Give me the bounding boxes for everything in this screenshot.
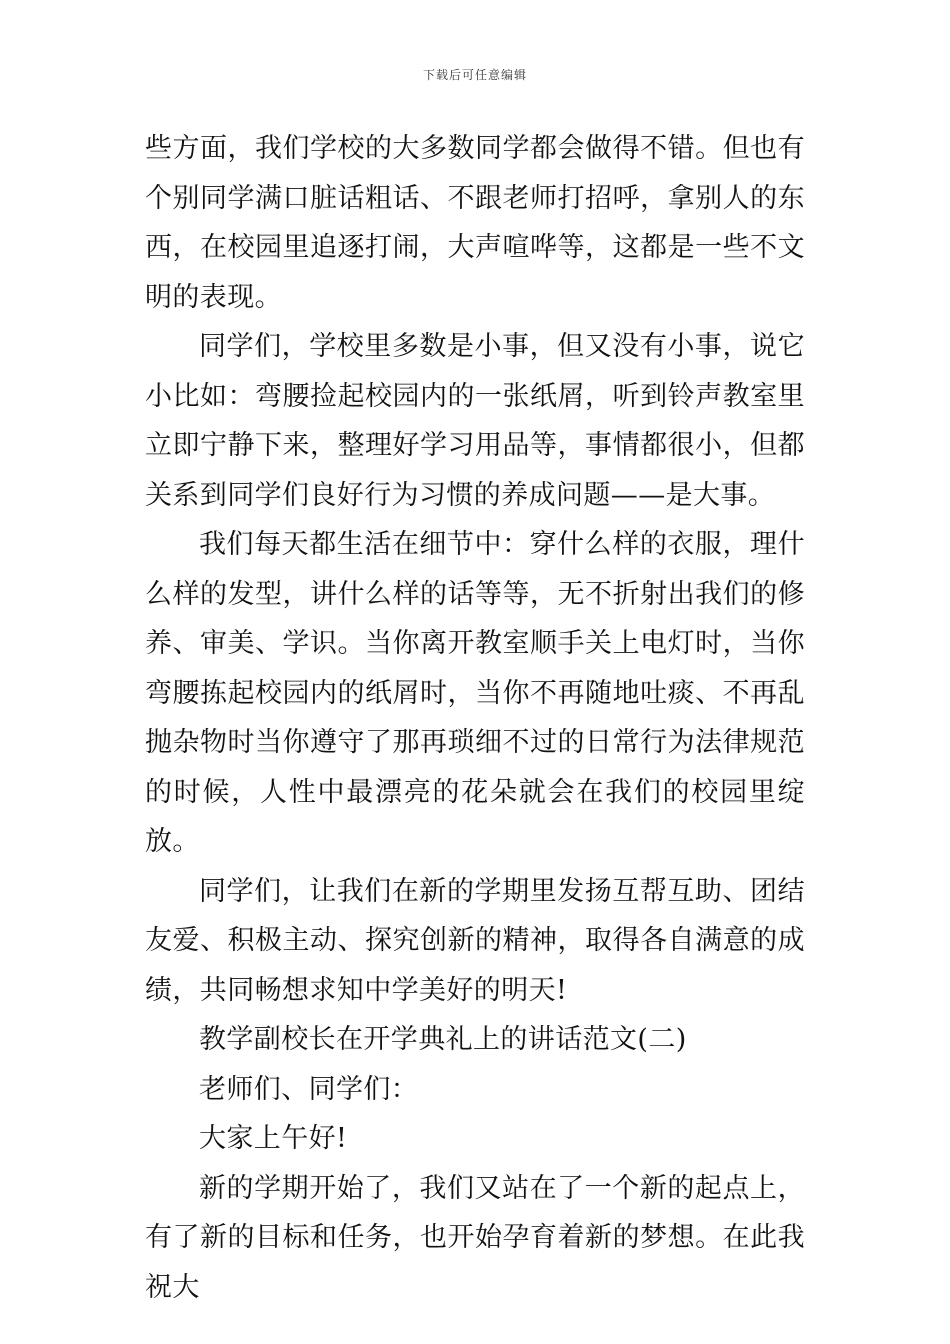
section-title: 教学副校长在开学典礼上的讲话范文(二): [199, 1024, 687, 1055]
paragraph-2: 同学们，学校里多数是小事，但又没有小事，说它小比如：弯腰捡起校园内的一张纸屑，听到铃声教室里立即宁静下来，整理好学习用品等，事情都很小，但都关系到同学们良好行为习惯的养成问题——是大事。: [145, 331, 805, 511]
page-header-note: 下载后可任意编辑: [422, 68, 527, 82]
paragraph-3: 我们每天都生活在细节中：穿什么样的衣服，理什么样的发型，讲什么样的话等等，无不折射出我们的修养、审美、学识。当你离开教室顺手关上电灯时，当你弯腰拣起校园内的纸屑时，当你不再随地吐痰、不再乱抛杂物时当你遵守了那再琐细不过的日常行为法律规范的时候，人性中最漂亮的花朵就会在我们的校园里绽放。: [145, 529, 805, 857]
paragraph-1: 些方面，我们学校的大多数同学都会做得不错。但也有个别同学满口脏话粗话、不跟老师打招呼，拿别人的东西，在校园里追逐打闹，大声喧哗等，这都是一些不文明的表现。: [145, 133, 805, 313]
document-body: [145, 124, 805, 1312]
paragraph-4: 同学们，让我们在新的学期里发扬互帮互助、团结友爱、积极主动、探究创新的精神，取得各自满意的成绩，共同畅想求知中学美好的明天!: [145, 875, 805, 1006]
paragraph-5: 新的学期开始了，我们又站在了一个新的起点上，有了新的目标和任务，也开始孕育着新的梦想。在此我祝大: [145, 1172, 805, 1303]
greeting: 大家上午好!: [199, 1123, 348, 1154]
salutation: 老师们、同学们：: [199, 1073, 419, 1105]
